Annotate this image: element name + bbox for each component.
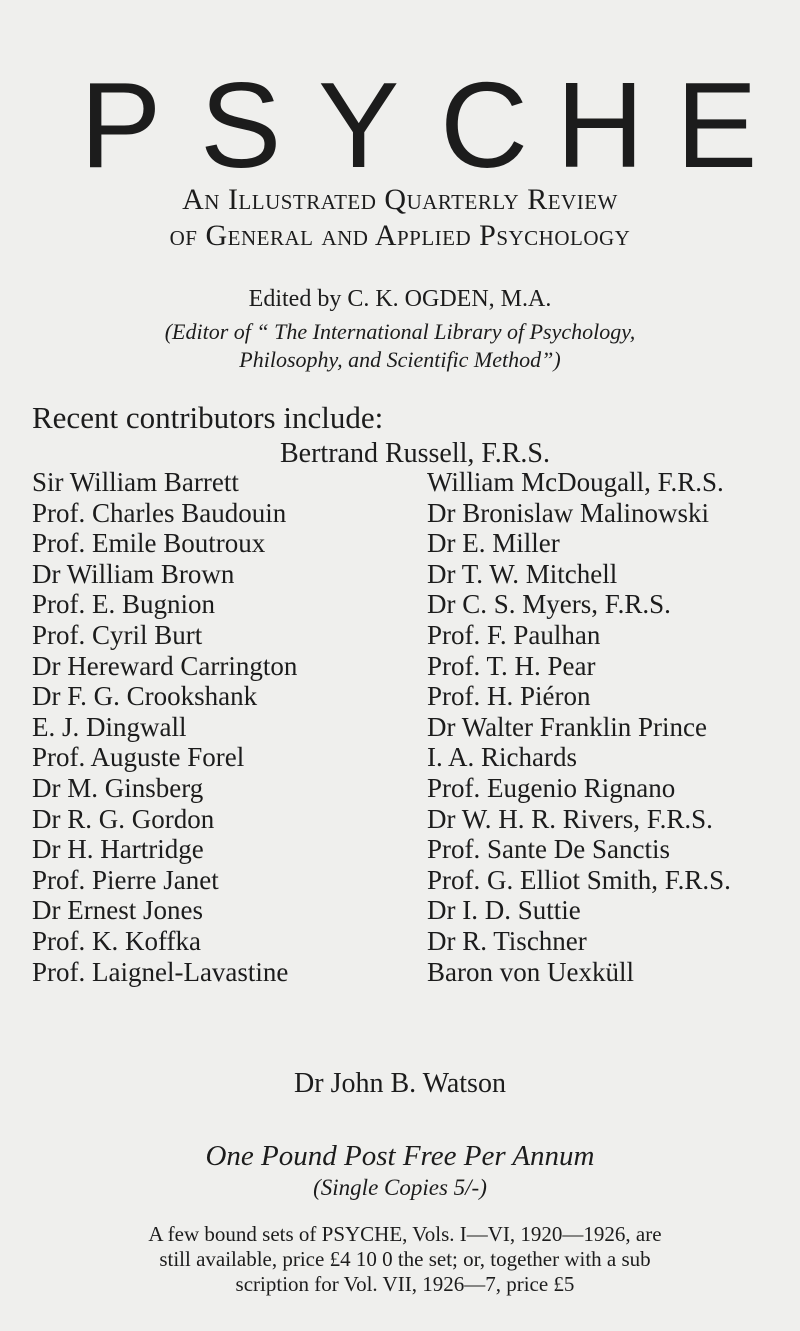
contributor-name: William McDougall, F.R.S. [427, 467, 724, 497]
edited-by: Edited by C. K. OGDEN, M.A. [248, 286, 552, 312]
single-copy-price: (Single Copies 5/-) [313, 1175, 487, 1200]
contributor-name: Dr Ernest Jones [32, 895, 203, 926]
masthead-letter: H [556, 57, 645, 193]
spacer [0, 1296, 800, 1297]
contributor-name: Dr R. G. Gordon [32, 803, 215, 834]
contributor-name: Prof. Eugenio Rignano [427, 772, 676, 803]
contributor-name: Dr Walter Franklin Prince [427, 711, 708, 742]
contributor-name: Prof. Emile Boutroux [32, 528, 266, 559]
contributor-name: Dr Bronislaw Malinowski [427, 497, 709, 528]
notice-line-2: still available, price £4 10 0 the set; or, together with a sub [159, 1247, 651, 1271]
contributor-name: Prof. Auguste Forel [32, 742, 245, 773]
contributor-name: Baron von Uexküll [427, 956, 634, 987]
contributor-name: Dr W. H. R. Rivers, F.R.S. [427, 803, 713, 834]
notice-line-3: scription for Vol. VII, 1926—7, price £5 [235, 1272, 575, 1296]
contributor-name: Prof. G. Elliot Smith, F.R.S. [427, 864, 731, 895]
subtitle-line-1: An Illustrated Quarterly Review [182, 183, 618, 216]
contributors-heading: Recent contributors include: [32, 400, 384, 435]
contributor-name: Dr Hereward Carrington [32, 650, 298, 681]
contributor-name: Prof. F. Paulhan [427, 619, 601, 650]
contributor-name: Prof. E. Bugnion [32, 589, 216, 620]
contributor-name: Dr M. Ginsberg [32, 772, 204, 803]
contributor-name: Prof. Laignel-Lavastine [32, 956, 289, 987]
contributor-name: Prof. K. Koffka [32, 925, 201, 956]
notice-line-1: A few bound sets of PSYCHE, Vols. I—VI, 1920—1926, are [148, 1222, 662, 1246]
contributor-name: Dr H. Hartridge [32, 834, 204, 865]
contributor-name: E. J. Dingwall [32, 711, 187, 742]
editor-note-line-1: (Editor of “ The International Library of Psychology, [164, 319, 636, 344]
contributors-left-column [32, 467, 297, 987]
contributor-name: Prof. Pierre Janet [32, 864, 219, 895]
contributor-bottom: Dr John B. Watson [294, 1068, 506, 1099]
masthead-title [0, 57, 800, 193]
contributors-right-column [427, 467, 731, 987]
masthead-letter: P [80, 57, 162, 193]
contributor-name: Dr William Brown [32, 558, 235, 589]
contributor-name: Dr F. G. Crookshank [32, 681, 258, 712]
masthead-letter: E [676, 57, 758, 193]
contributor-name: Dr E. Miller [427, 528, 560, 559]
annual-price: One Pound Post Free Per Annum [205, 1140, 595, 1172]
subtitle-line-2: of General and Applied Psychology [169, 219, 631, 252]
contributor-name: Prof. T. H. Pear [427, 650, 596, 681]
contributor-name: Prof. Cyril Burt [32, 619, 203, 650]
contributor-name: Prof. H. Piéron [427, 681, 591, 712]
contributor-name: I. A. Richards [427, 742, 577, 773]
contributor-top: Bertrand Russell, F.R.S. [280, 438, 550, 469]
editor-note-line-2: Philosophy, and Scientific Method”) [239, 347, 561, 372]
contributor-name: Dr T. W. Mitchell [427, 558, 618, 589]
contributor-name: Prof. Charles Baudouin [32, 497, 287, 528]
contributor-name: Sir William Barrett [32, 467, 239, 497]
masthead-letter: S [200, 57, 282, 193]
masthead-letter: Y [318, 57, 400, 193]
contributor-name: Prof. Sante De Sanctis [427, 834, 670, 865]
contributor-name: Dr R. Tischner [427, 925, 587, 956]
contributor-name: Dr I. D. Suttie [427, 895, 581, 926]
masthead-letter: C [440, 57, 529, 193]
contributor-name: Dr C. S. Myers, F.R.S. [427, 589, 671, 620]
